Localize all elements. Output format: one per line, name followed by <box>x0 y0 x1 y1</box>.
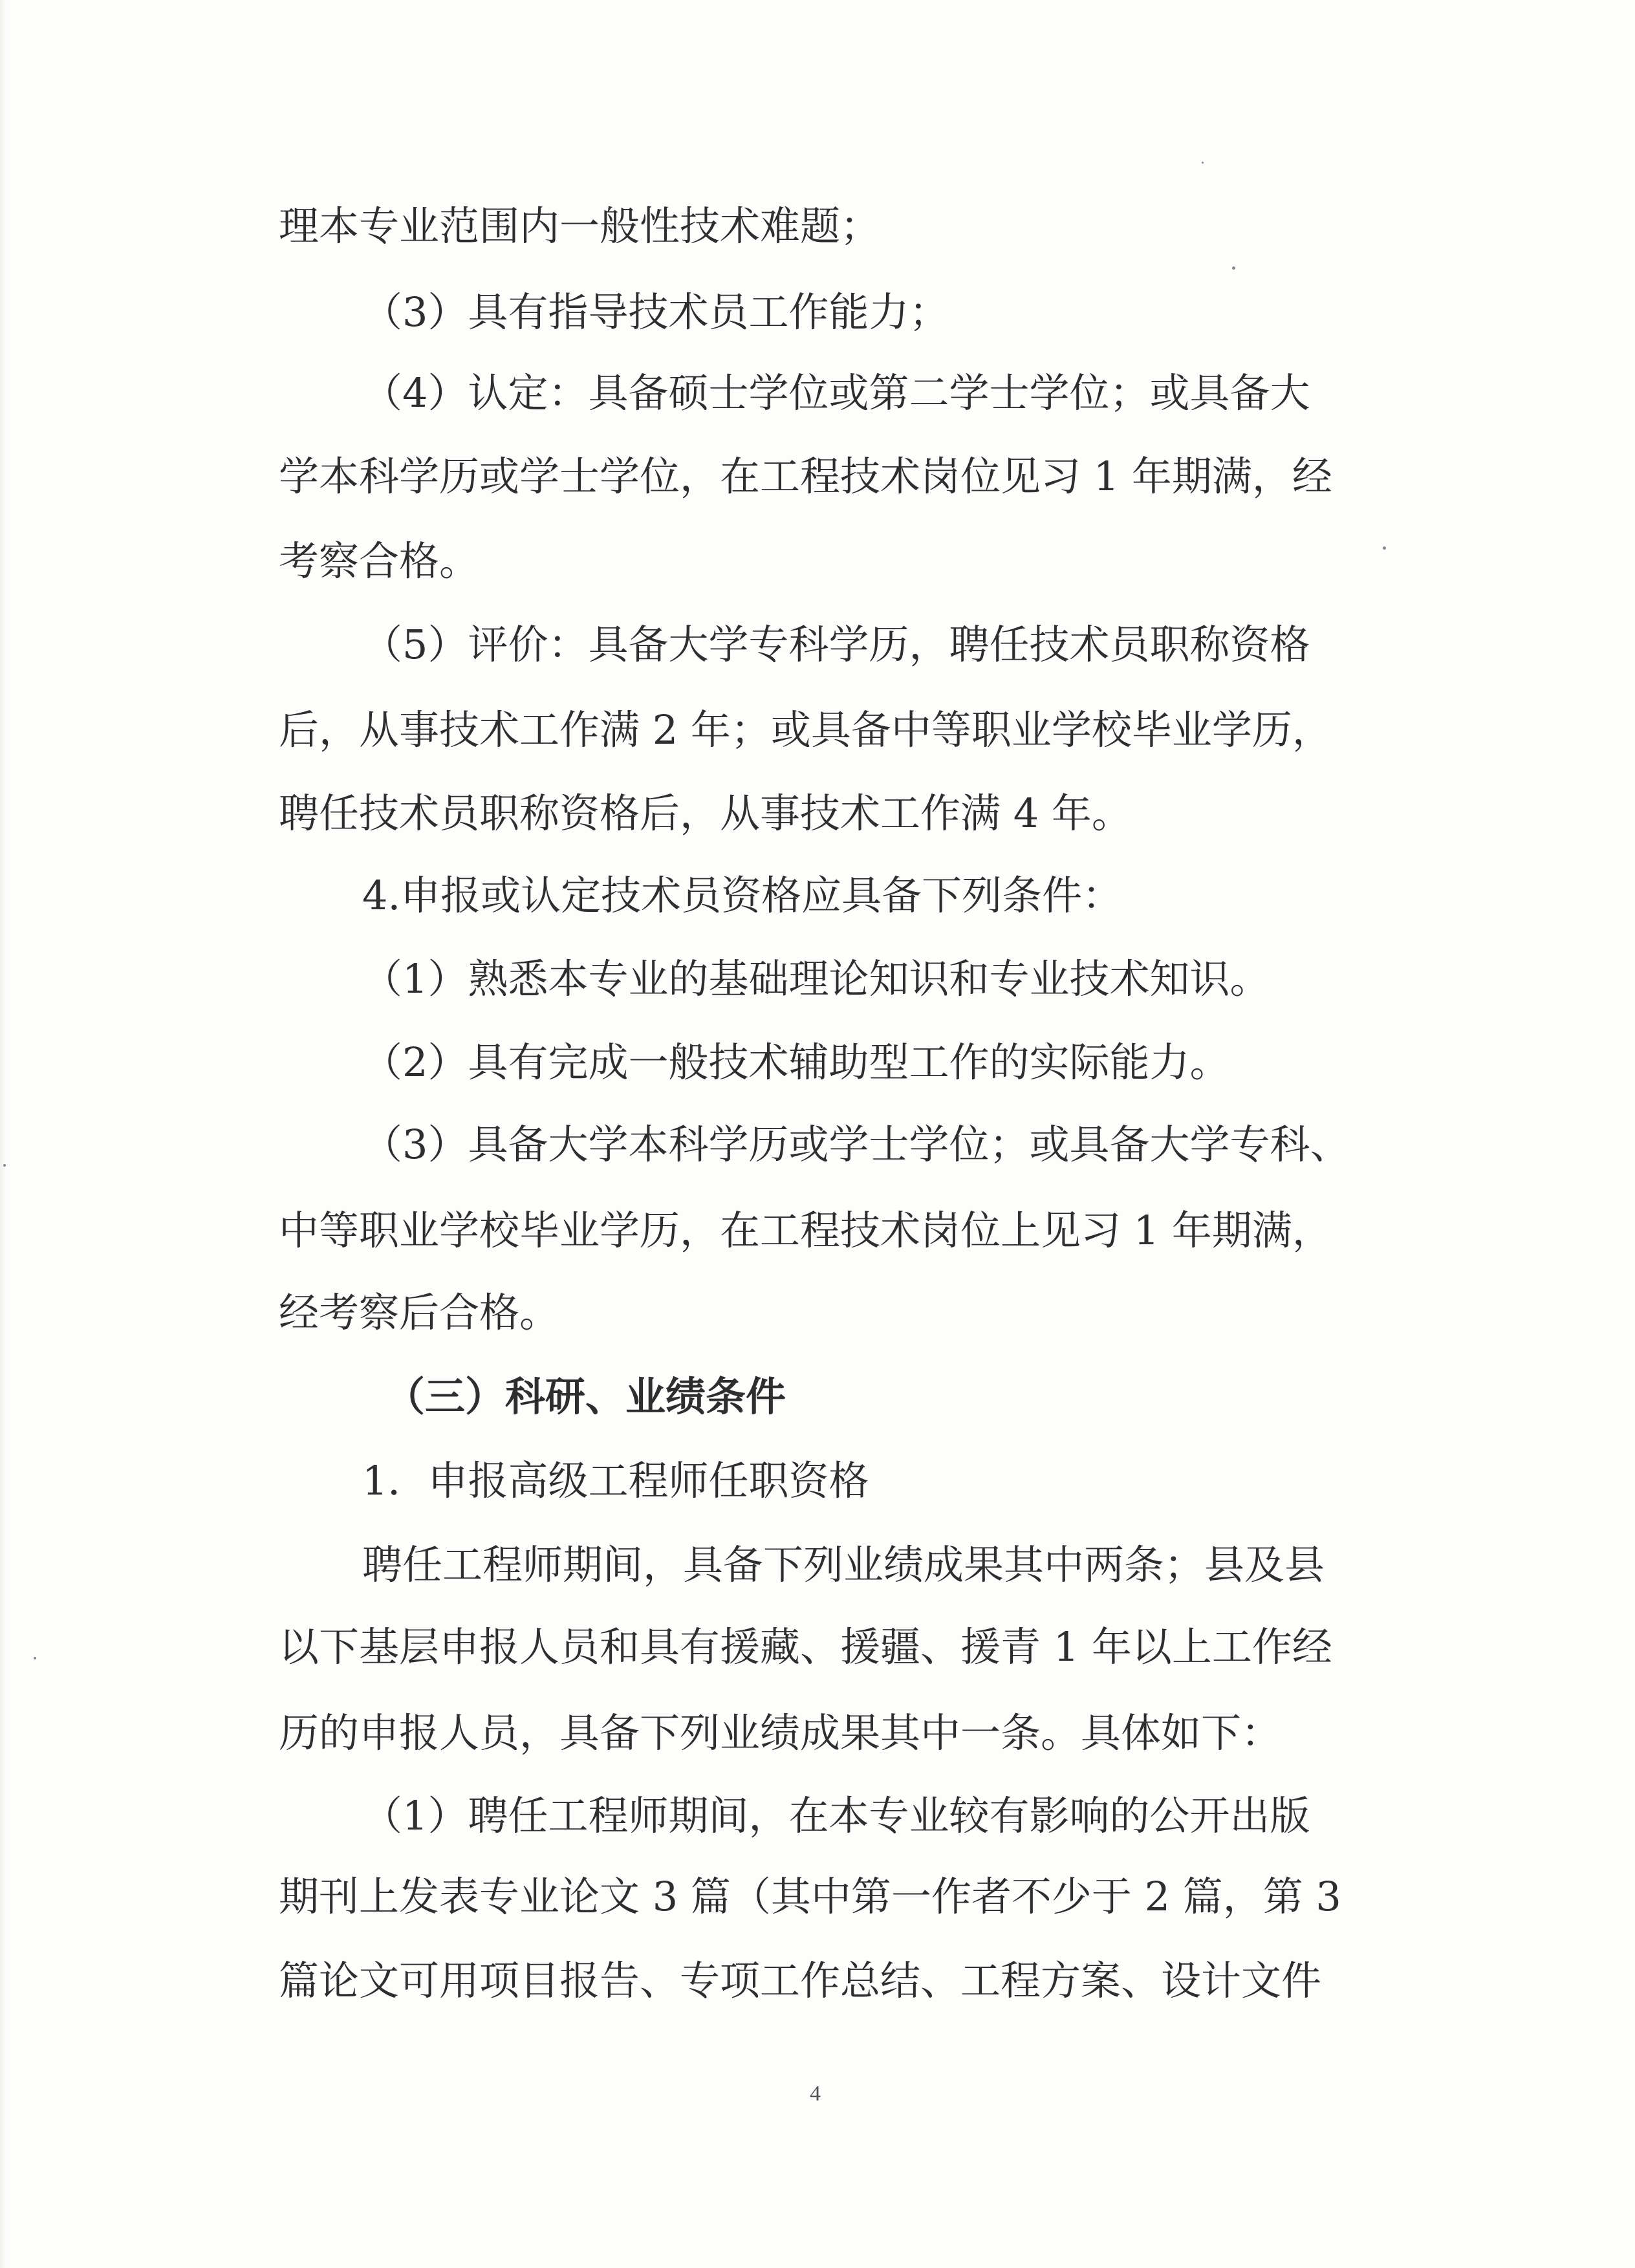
text-line-2: （3）具有指导技术员工作能力； <box>362 288 949 336</box>
text-line-12: （3）具备大学本科学历或学士学位；或具备大学专科、 <box>362 1121 1350 1168</box>
text-line-13: 中等职业学校毕业学历，在工程技术岗位上见习 1 年期满， <box>279 1207 1332 1254</box>
text-line-11: （2）具有完成一般技术辅助型工作的实际能力。 <box>362 1039 1230 1086</box>
text-line-10: （1）熟悉本专业的基础理论知识和专业技术知识。 <box>362 955 1270 1002</box>
text-line-8: 聘任技术员职称资格后，从事技术工作满 4 年。 <box>279 790 1132 837</box>
subsection-heading: 1．申报高级工程师任职资格 <box>362 1457 869 1504</box>
text-line-17: 聘任工程师期间，具备下列业绩成果其中两条；县及县 <box>362 1541 1325 1588</box>
text-line-3: （4）认定：具备硕士学位或第二学士学位；或具备大 <box>362 369 1310 416</box>
text-line-9: 4.申报或认定技术员资格应具备下列条件： <box>362 872 1123 919</box>
scan-speck <box>1383 546 1386 550</box>
text-line-4: 学本科学历或学士学位，在工程技术岗位见习 1 年期满，经 <box>279 453 1332 500</box>
text-line-5: 考察合格。 <box>279 537 480 585</box>
scan-speck <box>34 1657 36 1659</box>
text-line-20: （1）聘任工程师期间，在本专业较有影响的公开出版 <box>362 1792 1310 1839</box>
text-line-21: 期刊上发表专业论文 3 篇（其中第一作者不少于 2 篇，第 3 <box>279 1873 1341 1920</box>
text-line-19: 历的申报人员，具备下列业绩成果其中一条。具体如下： <box>279 1709 1282 1756</box>
scan-speck <box>1232 266 1235 270</box>
text-line-22: 篇论文可用项目报告、专项工作总结、工程方案、设计文件 <box>279 1957 1322 2004</box>
scan-speck <box>3 1164 6 1167</box>
text-line-14: 经考察后合格。 <box>279 1289 560 1336</box>
text-line-6: （5）评价：具备大学专科学历，聘任技术员职称资格 <box>362 621 1310 668</box>
text-line-1: 理本专业范围内一般性技术难题； <box>279 202 881 250</box>
text-line-7: 后，从事技术工作满 2 年；或具备中等职业学校毕业学历， <box>279 706 1332 753</box>
scan-speck <box>1202 162 1204 164</box>
scan-edge <box>0 0 6 2268</box>
page-number: 4 <box>810 2082 821 2106</box>
section-heading: （三）科研、业绩条件 <box>385 1373 786 1420</box>
text-line-18: 以下基层申报人员和具有援藏、援疆、援青 1 年以上工作经 <box>279 1623 1332 1670</box>
